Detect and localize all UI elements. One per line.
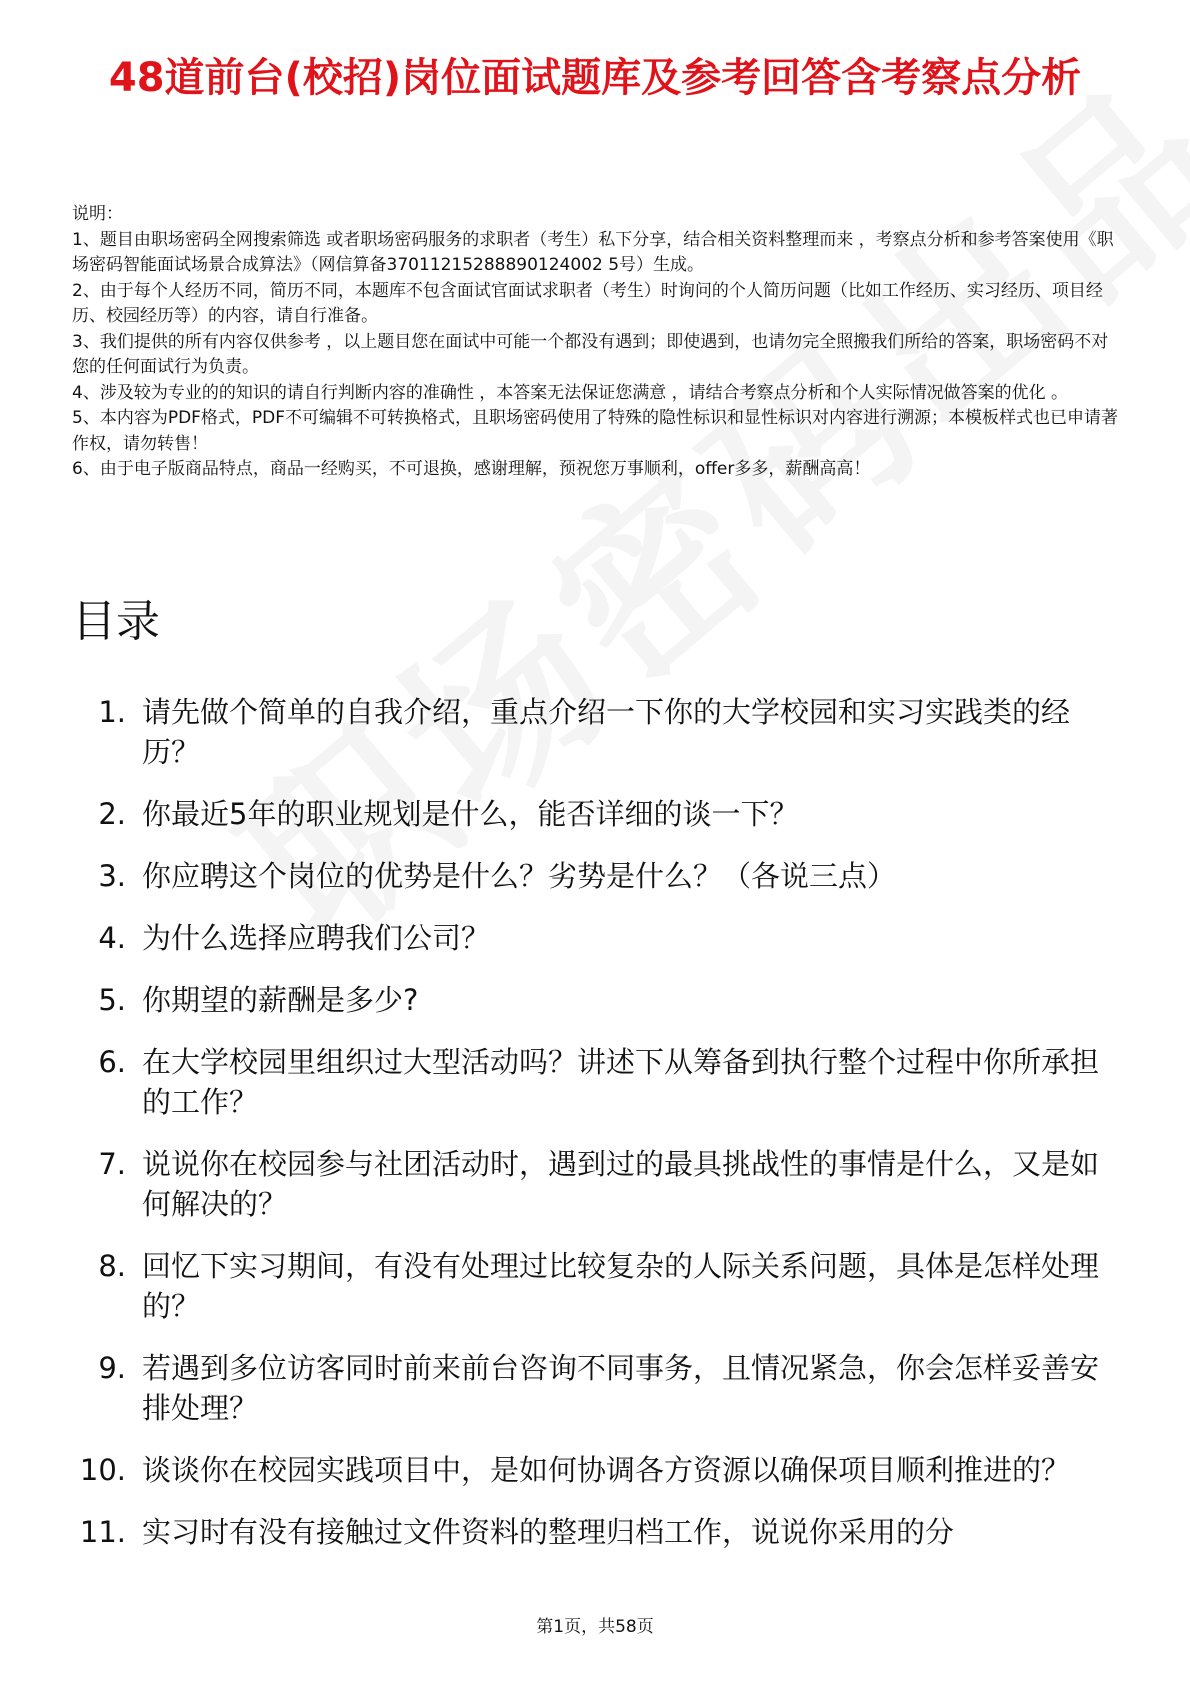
toc-item-text: 为什么选择应聘我们公司？	[142, 921, 491, 955]
toc-item-number: 3.	[98, 859, 126, 893]
toc-item-number: 6.	[98, 1045, 126, 1079]
toc-item-text: 谈谈你在校园实践项目中，是如何协调各方资源以确保项目顺利推进的？	[142, 1453, 1071, 1487]
page-footer: 第1页，共58页	[536, 1617, 654, 1637]
toc-item-text: 若遇到多位访客同时前来前台咨询不同事务，且情况紧急，你会怎样妥善安排处理？	[142, 1351, 1100, 1425]
toc-item-text: 你应聘这个岗位的优势是什么？劣势是什么？（各说三点）	[142, 859, 897, 893]
toc-item-text: 你期望的薪酬是多少?	[142, 983, 419, 1017]
note-item: 2、由于每个人经历不同，简历不同，本题库不包含面试官面试求职者（考生）时询问的个人简历问题（比如工作经历、实习经历、项目经历、校园经历等）的内容，请自行准备。	[72, 280, 1103, 326]
toc-item-number: 4.	[98, 921, 126, 955]
toc-item-number: 5.	[98, 983, 126, 1017]
toc-item-text: 回忆下实习期间，有没有处理过比较复杂的人际关系问题，具体是怎样处理的？	[142, 1249, 1100, 1323]
toc-item-text: 说说你在校园参与社团活动时，遇到过的最具挑战性的事情是什么，又是如何解决的？	[142, 1147, 1100, 1221]
toc-item[interactable]	[72, 794, 1122, 834]
notes-section	[72, 202, 1122, 483]
toc-item-number: 1.	[98, 695, 126, 729]
note-item: 3、我们提供的所有内容仅供参考 ，以上题目您在面试中可能一个都没有遇到；即使遇到，也请勿完全照搬我们所给的答案，职场密码不对您的任何面试行为负责。	[72, 331, 1109, 377]
toc-item-number: 8.	[98, 1249, 126, 1283]
toc-item-number: 9.	[98, 1351, 126, 1385]
toc-item-number: 10.	[79, 1453, 126, 1487]
toc-item-text: 你最近5年的职业规划是什么，能否详细的谈一下？	[142, 797, 799, 831]
toc-item-number: 2.	[98, 797, 126, 831]
toc-item[interactable]	[72, 980, 1122, 1020]
note-item: 5、本内容为PDF格式，PDF不可编辑不可转换格式，且职场密码使用了特殊的隐性标识和显性标识对内容进行溯源；本模板样式也已申请著作权，请勿转售！	[72, 408, 1119, 454]
note-item: 4、涉及较为专业的的知识的请自行判断内容的准确性 ，本答案无法保证您满意 ，请结合考察点分析和个人实际情况做答案的优化 。	[72, 382, 1069, 403]
toc-item[interactable]	[72, 1348, 1122, 1428]
toc-item[interactable]	[72, 918, 1122, 958]
toc-item[interactable]	[72, 1450, 1122, 1490]
toc-item-text: 请先做个简单的自我介绍，重点介绍一下你的大学校园和实习实践类的经历？	[142, 695, 1071, 769]
notes-heading: 说明：	[72, 204, 123, 224]
toc-item[interactable]	[72, 1246, 1122, 1326]
toc-heading: 目录	[72, 596, 160, 647]
toc-item-number: 7.	[98, 1147, 126, 1181]
toc-item[interactable]	[72, 1144, 1122, 1224]
note-item: 6、由于电子版商品特点，商品一经购买，不可退换，感谢理解，预祝您万事顺利，offer多多，薪酬高高！	[72, 459, 871, 479]
toc-item-number: 11.	[79, 1515, 126, 1549]
toc-item[interactable]	[72, 692, 1122, 772]
note-item: 1、题目由职场密码全网搜索筛选 或者职场密码服务的求职者（考生）私下分享，结合相关资料整理而来 ，考察点分析和参考答案使用《职场密码智能面试场景合成算法》（网信算备37011215288890124002 5号）生成。	[72, 229, 1114, 275]
toc-item-text: 在大学校园里组织过大型活动吗？讲述下从筹备到执行整个过程中你所承担的工作？	[142, 1045, 1100, 1119]
toc-list	[72, 692, 1122, 1574]
document-title: 48道前台(校招)岗位面试题库及参考回答含考察点分析	[108, 55, 1082, 101]
toc-item-text: 实习时有没有接触过文件资料的整理归档工作，说说你采用的分	[142, 1515, 955, 1549]
toc-item[interactable]	[72, 1042, 1122, 1122]
toc-item[interactable]	[72, 1512, 1122, 1552]
toc-item[interactable]	[72, 856, 1122, 896]
